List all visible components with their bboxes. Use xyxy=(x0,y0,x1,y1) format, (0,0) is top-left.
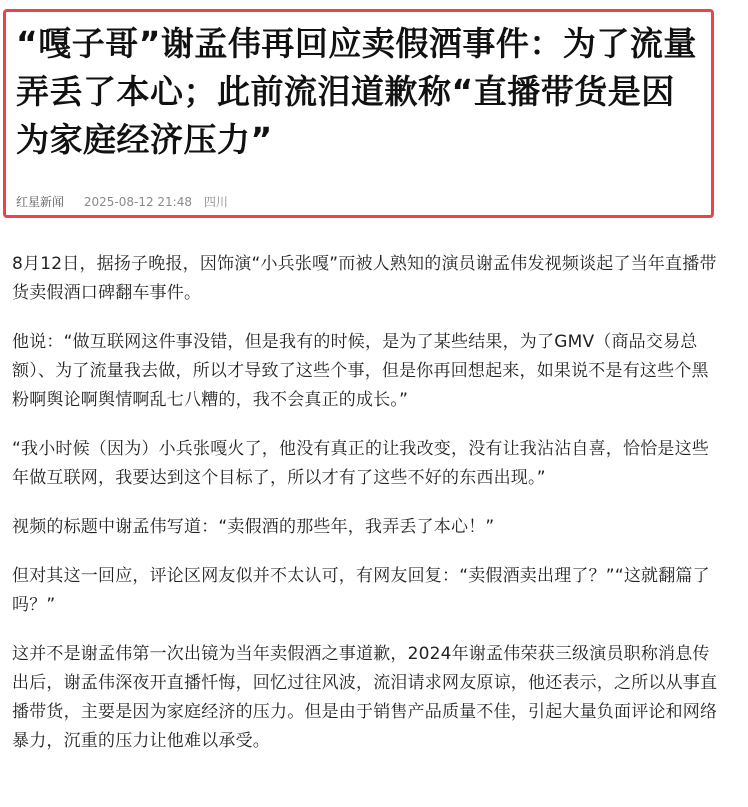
article-paragraph-5: 但对其这一回应，评论区网友似并不太认可，有网友回复：“卖假酒卖出理了？”“这就翻篇了吗？” xyxy=(12,566,710,615)
article-paragraph-3: “我小时候（因为）小兵张嘎火了，他没有真正的让我改变，没有让我沾沾自喜，恰恰是这些年做互联网，我要达到这个目标了，所以才有了这些不好的东西出现。” xyxy=(12,439,710,488)
article-body xyxy=(12,250,724,776)
article-date: 2025-08-12 21:48 xyxy=(83,195,192,209)
article-paragraph-1: 8月12日，据扬子晚报，因饰演“小兵张嘎”而被人熟知的演员谢孟伟发视频谈起了当年直播带货卖假酒口碑翻车事件。 xyxy=(12,254,717,303)
headline-highlight-box xyxy=(3,9,714,218)
article-paragraph-6: 这并不是谢孟伟第一次出镜为当年卖假酒之事道歉，2024年谢孟伟荣获三级演员职称消息传出后，谢孟伟深夜开直播忏悔，回忆过往风波，流泪请求网友原谅，他还表示，之所以从事直播带货，主要是因为家庭经济的压力。但是由于销售产品质量不佳，引起大量负面评论和网络暴力，沉重的压力让他难以承受。 xyxy=(12,644,718,751)
article-paragraph-4: 视频的标题中谢孟伟写道：“卖假酒的那些年，我弄丢了本心！” xyxy=(12,517,495,537)
article-location: 四川 xyxy=(203,195,228,209)
article-paragraph-2: 他说：“做互联网这件事没错，但是我有的时候，是为了某些结果，为了GMV（商品交易总额）、为了流量我去做，所以才导致了这些个事，但是你再回想起来，如果说不是有这些个黑粉啊舆论啊舆情啊乱七八糟的，我不会真正的成长。” xyxy=(12,332,709,410)
article-title: “嘎子哥”谢孟伟再回应卖假酒事件：为了流量弄丢了本心；此前流泪道歉称“直播带货是因为家庭经济压力” xyxy=(16,24,697,159)
article-source[interactable]: 红星新闻 xyxy=(16,195,65,209)
article-meta xyxy=(16,193,228,210)
